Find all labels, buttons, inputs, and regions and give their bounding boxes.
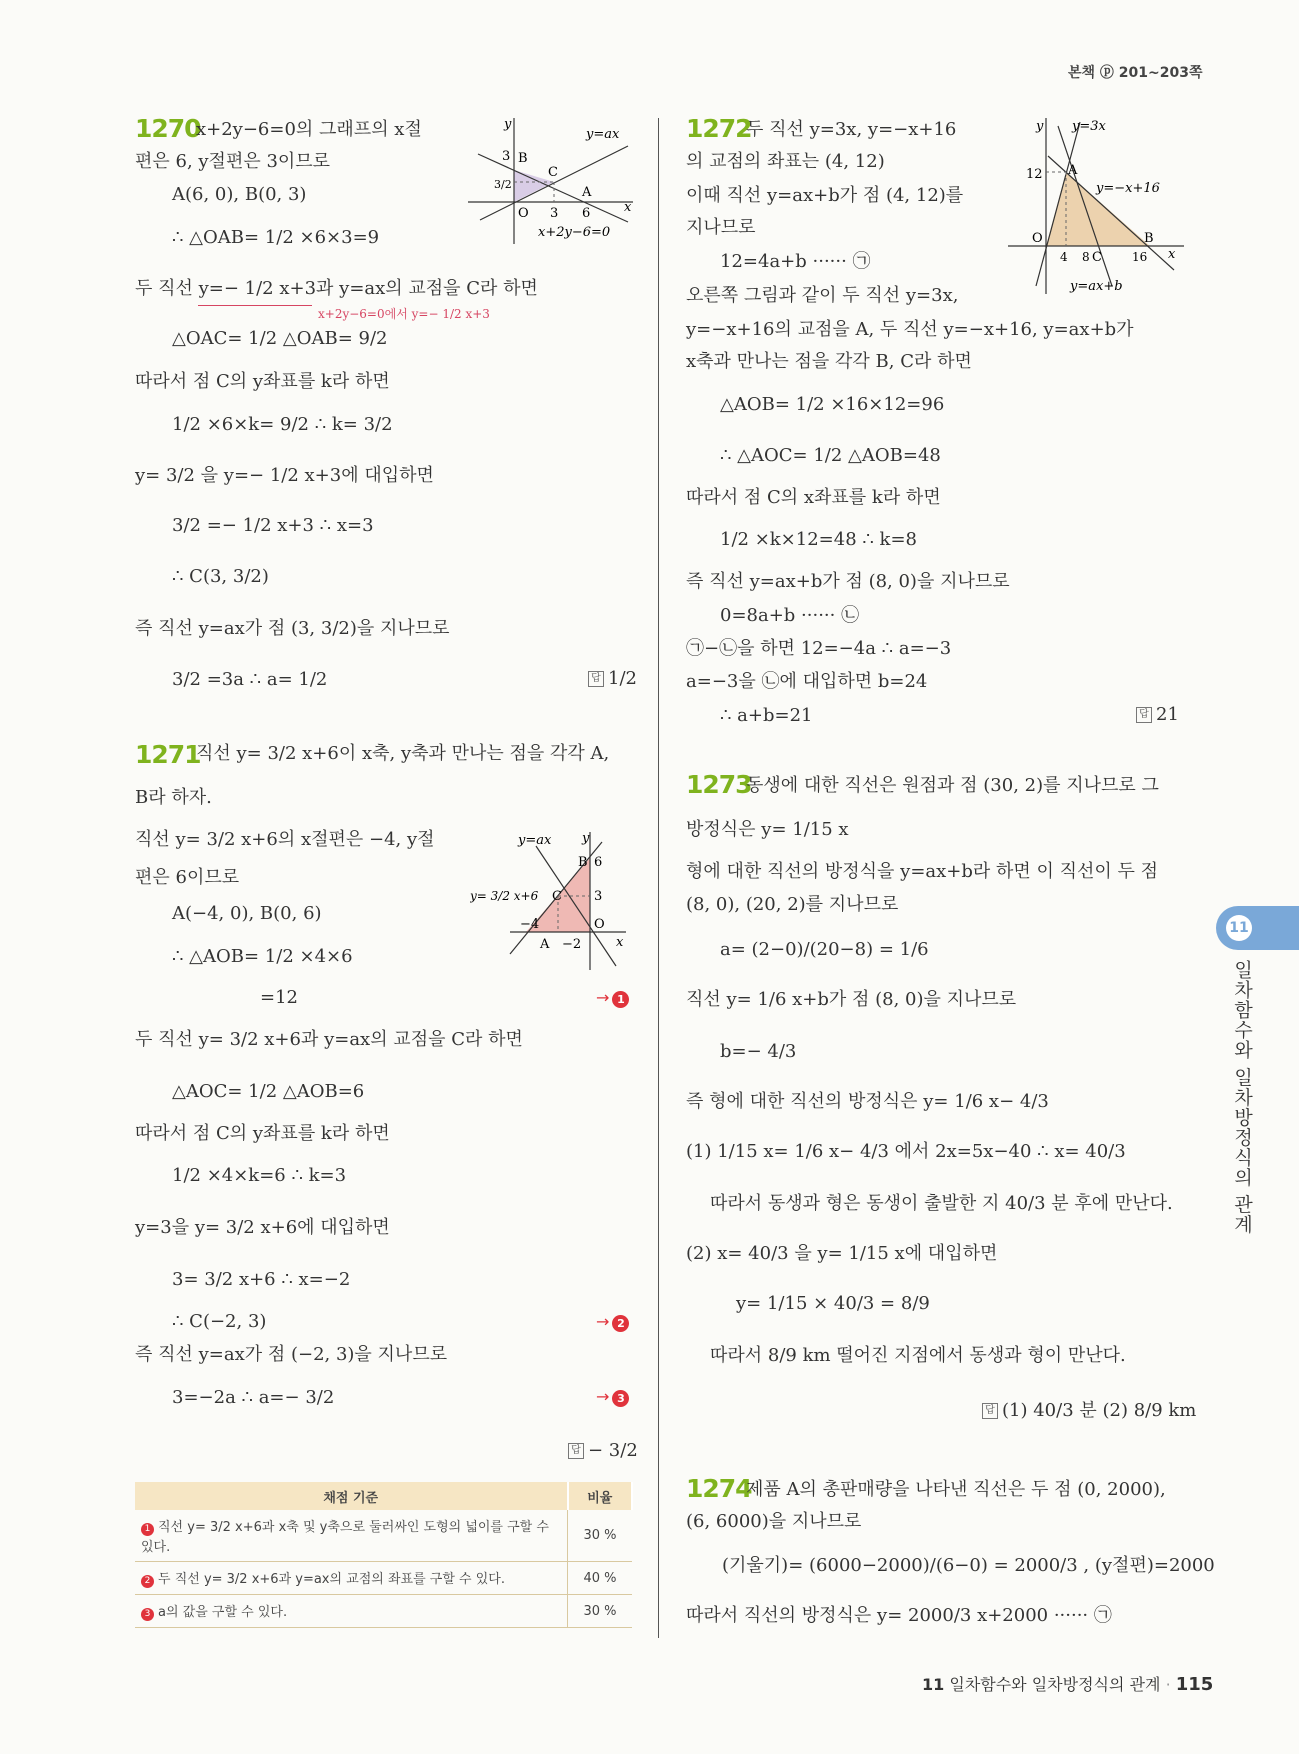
graph-label: y=ax+b [1070, 279, 1123, 294]
text-line: △OAC= 1/2 △OAB= 9/2 [172, 328, 388, 349]
text-line: B라 하자. [135, 787, 212, 808]
text-line: (기울기)= (6000−2000)/(6−0) = 2000/3 , (y절편)=2000 [722, 1555, 1215, 1576]
footer: 11 일차함수와 일차방정식의 관계 · 115 [922, 1674, 1214, 1695]
criterion-number: 3 [141, 1608, 154, 1621]
criterion-percent: 40 % [568, 1562, 633, 1595]
problem-number-1270: 1270 [135, 114, 201, 143]
text-line: 따라서 점 C의 x좌표를 k라 하면 [686, 487, 941, 508]
text-line: 제품 A의 총판매량을 나타낸 직선은 두 점 (0, 2000), [746, 1479, 1166, 1500]
text-line: 이때 직선 y=ax+b가 점 (4, 12)를 [686, 185, 964, 206]
criterion-text: 직선 y= 3/2 x+6과 x축 및 y축으로 둘러싸인 도형의 넓이를 구할 수 있다. [141, 1520, 549, 1555]
footer-chapter-number: 11 [922, 1675, 945, 1694]
text-line: 3/2 =3a ∴ a= 1/2 [172, 669, 328, 690]
text-line: A(−4, 0), B(0, 6) [172, 903, 322, 924]
page-reference: 본책 ⓟ 201~203쪽 [1068, 65, 1203, 81]
graph-label: x [1168, 247, 1176, 262]
graph-label: −4 [520, 917, 540, 932]
text-line: x+2y−6=0의 그래프의 x절 [196, 119, 422, 140]
graph-label: y=ax [586, 127, 620, 142]
graph-label: x [616, 935, 624, 950]
graph-label: B [1144, 231, 1154, 246]
scoring-table [135, 1482, 633, 1628]
graph-label: O [518, 206, 529, 221]
answer-icon: 답 [588, 671, 604, 687]
criterion-percent: 30 % [568, 1510, 633, 1562]
text-line: 따라서 8/9 km 떨어진 지점에서 동생과 형이 만난다. [710, 1345, 1126, 1366]
text-line: 즉 직선 y=ax가 점 (−2, 3)을 지나므로 [135, 1344, 448, 1365]
graph-label: 8 [1082, 250, 1090, 264]
text-line: 두 직선 y=3x, y=−x+16 [746, 119, 957, 140]
step-marker-3: → 3 [596, 1387, 629, 1407]
text-line: x축과 만나는 점을 각각 B, C라 하면 [686, 351, 972, 372]
text-line: 의 교점의 좌표는 (4, 12) [686, 151, 885, 172]
text-line: (8, 0), (20, 2)를 지나므로 [686, 894, 899, 915]
column-divider [658, 118, 659, 1638]
problem-number-1272: 1272 [686, 114, 752, 143]
text-line: y=3을 y= 3/2 x+6에 대입하면 [135, 1217, 390, 1238]
text-line: 3= 3/2 x+6 ∴ x=−2 [172, 1269, 351, 1290]
graph-label: y=3x [1072, 119, 1106, 134]
text-line: 직선 y= 1/6 x+b가 점 (8, 0)을 지나므로 [686, 989, 1017, 1010]
graph-label: 6 [594, 855, 603, 870]
answer-icon: 답 [982, 1403, 998, 1419]
footer-chapter-title: 일차함수와 일차방정식의 관계 [949, 1675, 1161, 1694]
table-header: 비율 [568, 1482, 633, 1510]
answer-1271 [568, 1440, 638, 1461]
text-line: y=−x+16의 교점을 A, 두 직선 y=−x+16, y=ax+b가 [686, 319, 1134, 340]
text-line: y= 1/15 × 40/3 = 8/9 [736, 1293, 930, 1314]
graph-label: C [548, 165, 558, 180]
graph-label: y [582, 831, 590, 846]
text-line: a= (2−0)/(20−8) = 1/6 [720, 939, 929, 960]
text-line: ∴ C(3, 3/2) [172, 566, 269, 587]
text-line: ∴ C(−2, 3) [172, 1311, 267, 1332]
text-line: 직선 y= 3/2 x+6의 x절편은 −4, y절 [135, 829, 435, 850]
answer-1272 [1136, 704, 1179, 725]
text-line: 3=−2a ∴ a=− 3/2 [172, 1387, 335, 1408]
text-line: A(6, 0), B(0, 3) [172, 184, 307, 205]
answer-icon: 답 [568, 1443, 584, 1459]
text-line: 따라서 동생과 형은 동생이 출발한 지 40/3 분 후에 만난다. [710, 1193, 1173, 1214]
graph-label: O [594, 917, 605, 932]
graph-label: O [1032, 231, 1043, 246]
text-line: ∴ a+b=21 [720, 705, 813, 726]
graph-label: 6 [582, 206, 591, 221]
text-line: 두 직선 y=− 1/2 x+3과 y=ax의 교점을 C라 하면 [135, 278, 538, 299]
graph-label: 3 [594, 889, 603, 904]
text-line: y= 3/2 을 y=− 1/2 x+3에 대입하면 [135, 465, 434, 486]
answer-1273 [982, 1396, 1196, 1422]
text-line: 편은 6이므로 [135, 867, 240, 888]
criterion-text: a의 값을 구할 수 있다. [158, 1605, 288, 1620]
page-number: 115 [1175, 1674, 1214, 1695]
criterion-text: 두 직선 y= 3/2 x+6과 y=ax의 교점의 좌표를 구할 수 있다. [158, 1572, 505, 1587]
text-line: 편은 6, y절편은 3이므로 [135, 151, 331, 172]
graph-label: A [582, 185, 592, 200]
graph-label: 4 [1060, 250, 1068, 264]
graph-1272 [1008, 116, 1188, 296]
graph-label: x+2y−6=0 [538, 225, 611, 240]
graph-label: A [1068, 163, 1078, 178]
text-line: (6, 6000)을 지나므로 [686, 1511, 862, 1532]
text-line: ∴ △AOB= 1/2 ×4×6 [172, 946, 353, 967]
graph-label: y [504, 117, 512, 132]
text-line: 즉 형에 대한 직선의 방정식은 y= 1/6 x− 4/3 [686, 1091, 1049, 1112]
criterion-number: 2 [141, 1575, 154, 1588]
text-line: ∴ △OAB= 1/2 ×6×3=9 [172, 227, 380, 248]
graph-label: 3 [550, 206, 559, 221]
text-line: (2) x= 40/3 을 y= 1/15 x에 대입하면 [686, 1243, 998, 1264]
table-header: 채점 기준 [135, 1482, 568, 1510]
step-marker-2: → 2 [596, 1312, 629, 1332]
table-row [135, 1562, 632, 1595]
answer-value: (1) 40/3 분 (2) 8/9 km [1002, 1400, 1197, 1421]
text-line: 따라서 직선의 방정식은 y= 2000/3 x+2000 ······ ㉠ [686, 1605, 1112, 1626]
graph-label: y= 3/2 x+6 [470, 889, 539, 903]
text-line: 즉 직선 y=ax가 점 (3, 3/2)을 지나므로 [135, 618, 450, 639]
text-line: 12=4a+b ······ ㉠ [720, 251, 871, 272]
text-line: 1/2 ×6×k= 9/2 ∴ k= 3/2 [172, 414, 393, 435]
text-line: △AOB= 1/2 ×16×12=96 [720, 394, 945, 415]
text-line: 동생에 대한 직선은 원점과 점 (30, 2)를 지나므로 그 [746, 775, 1159, 796]
graph-label: −2 [562, 937, 582, 952]
step-marker-1: → 1 [596, 988, 629, 1008]
problem-number-1273: 1273 [686, 770, 752, 799]
graph-label: C [1092, 250, 1102, 265]
annotation-note: x+2y−6=0에서 y=− 1/2 x+3 [318, 307, 490, 321]
criterion-number: 1 [141, 1523, 154, 1536]
graph-label: x [624, 200, 632, 215]
problem-number-1271: 1271 [135, 740, 201, 769]
graph-label: y [1036, 119, 1044, 134]
text-line: 두 직선 y= 3/2 x+6과 y=ax의 교점을 C라 하면 [135, 1029, 523, 1050]
text-line: 형에 대한 직선의 방정식을 y=ax+b라 하면 이 직선이 두 점 [686, 861, 1158, 882]
text-line: 즉 직선 y=ax+b가 점 (8, 0)을 지나므로 [686, 571, 1010, 592]
answer-value: − 3/2 [588, 1440, 638, 1461]
answer-icon: 답 [1136, 707, 1152, 723]
text-line: 1/2 ×4×k=6 ∴ k=3 [172, 1165, 347, 1186]
text-line: b=− 4/3 [720, 1041, 797, 1062]
text-line: ㉠−㉡을 하면 12=−4a ∴ a=−3 [686, 638, 952, 659]
table-row [135, 1595, 632, 1628]
graph-label: 3/2 [494, 178, 512, 191]
graph-label: 12 [1026, 167, 1043, 182]
graph-label: y=−x+16 [1096, 181, 1160, 196]
chapter-tab[interactable] [1216, 906, 1299, 950]
criterion-percent: 30 % [568, 1595, 633, 1628]
text-line: 0=8a+b ······ ㉡ [720, 605, 860, 626]
graph-label: y=ax [518, 833, 552, 848]
text-line: (1) 1/15 x= 1/6 x− 4/3 에서 2x=5x−40 ∴ x= 40/3 [686, 1141, 1126, 1162]
table-row [135, 1510, 632, 1562]
graph-label: A [540, 937, 550, 952]
answer-1270 [588, 668, 637, 689]
text-line: 따라서 점 C의 y좌표를 k라 하면 [135, 1123, 390, 1144]
text-line: a=−3을 ㉡에 대입하면 b=24 [686, 671, 928, 692]
chapter-tab-number: 11 [1226, 915, 1252, 941]
annotation-underline [198, 305, 312, 306]
answer-value: 21 [1156, 704, 1179, 725]
graph-label: B [578, 855, 588, 870]
text-line: 3/2 =− 1/2 x+3 ∴ x=3 [172, 515, 374, 536]
chapter-side-title: 일차함수와 일차방정식의 관계 [1231, 960, 1253, 1235]
text-line: 직선 y= 3/2 x+6이 x축, y축과 만나는 점을 각각 A, [196, 743, 610, 764]
text-line: =12 [260, 987, 298, 1008]
graph-1271 [470, 830, 630, 970]
text-line: 1/2 ×k×12=48 ∴ k=8 [720, 529, 917, 550]
graph-label: 16 [1132, 250, 1148, 264]
graph-label: B [518, 151, 528, 166]
graph-label: C [552, 889, 562, 904]
text-line: 오른쪽 그림과 같이 두 직선 y=3x, [686, 285, 959, 306]
answer-value: 1/2 [608, 668, 637, 689]
text-line: ∴ △AOC= 1/2 △AOB=48 [720, 445, 941, 466]
text-line: 방정식은 y= 1/15 x [686, 819, 849, 840]
graph-label: 3 [502, 149, 511, 164]
text-line: 지나므로 [686, 217, 756, 238]
text-line: 따라서 점 C의 y좌표를 k라 하면 [135, 371, 390, 392]
graph-1270 [468, 116, 638, 244]
problem-number-1274: 1274 [686, 1474, 752, 1503]
text-line: △AOC= 1/2 △AOB=6 [172, 1081, 365, 1102]
